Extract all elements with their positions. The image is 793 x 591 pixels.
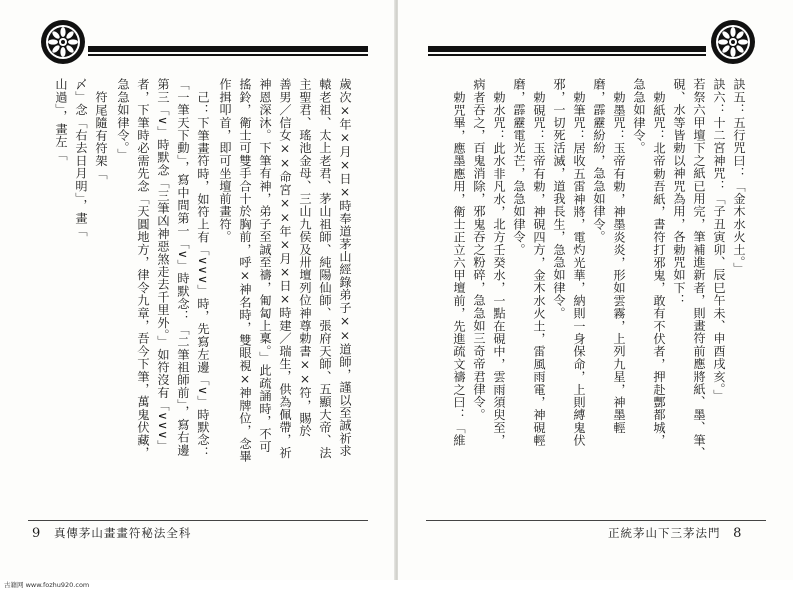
running-title: 正統茅山下三茅法門 <box>608 526 721 540</box>
text-column: 磨，霹靂電光芒，急急如律令。 <box>512 78 526 256</box>
header-rule <box>88 46 368 52</box>
text-column: 勅筆咒：居收五雷神將，電灼光華，納則一身保命，上則縛鬼伏 <box>572 91 586 447</box>
lotus-seal-icon <box>40 19 86 65</box>
text-column: 勅墨咒：玉帝有勅，神墨炎炎，形如雲霧，上列九星，神墨輕 <box>612 91 626 434</box>
text-column: 勅紙咒：北帝勅吾紙，書符打邪鬼，敢有不伏者，押赴酆都城， <box>652 91 666 447</box>
text-column: 符尾隨有符架「 <box>94 91 108 180</box>
page-number: 9 <box>32 526 42 541</box>
text-column: 訣五：五行咒曰：「金木水火土。」 <box>732 78 746 276</box>
right-page <box>398 0 793 580</box>
text-column: 轅老祖、太上老君、茅山祖師、純陽仙師、張府天師、五顯大帝、法 <box>318 78 332 459</box>
text-column: 善男／信女××命宮××年×月×日×時建／瑞生，供為佩帶，祈 <box>278 78 292 459</box>
text-column: 〆」念「右去日月明」，畫「 <box>74 78 88 237</box>
footer-rule <box>28 520 368 521</box>
site-watermark: 古籍网 www.fozhu920.com <box>4 581 90 589</box>
text-column: 神恩深沐。下筆有神，弟子至誠至禱，匍匐上稟。」此疏誦時，不可 <box>258 78 272 453</box>
text-column: 勅咒畢，應墨應用，衛士正立六甲壇前，先進疏文禱之曰：「維 <box>452 91 466 447</box>
page-number: 8 <box>733 526 743 541</box>
text-column: 勅硯咒：玉帝有勅，神硯四方，金木水火土，雷風雨電，神硯輕 <box>532 91 546 447</box>
text-column: 己：下筆畫符時，如符上有「∨∨∨」時，先寫左邊「∨」時默念： <box>196 91 210 459</box>
text-column: 急急如律令。」 <box>116 78 130 161</box>
text-column: 硯、水等皆勅以神咒為用，各勅咒如下： <box>672 78 686 307</box>
text-column: 「一筆天下動」，寫中間第一「∨」時默念：「二筆祖師前」，寫右邊 <box>176 78 190 457</box>
text-column: 搖鈴，衛士可雙手合十於胸前，呼×神名時，雙眼視×神牌位，念畢 <box>238 78 252 463</box>
text-column: 者，下筆時必需先念「天圓地方，律令九章，吾今下筆，萬鬼伏藏， <box>136 78 150 459</box>
right-page-footer <box>608 525 742 541</box>
lotus-seal-icon <box>710 19 756 65</box>
running-title: 真傳茅山畫畫符秘法全科 <box>53 526 192 540</box>
footer-rule <box>426 520 766 521</box>
header-rule-thin <box>428 54 706 56</box>
text-column: 歲次×年×月×日×時奉道茅山經錄弟子××道師，謹以至誠祈求 <box>338 78 352 458</box>
header-rule-thin <box>88 54 368 56</box>
text-column: 訣六：十二宮神咒：「子丑寅卯、辰巳午未、申酉戌亥。」 <box>712 78 726 403</box>
text-column: 急急如律令。 <box>632 78 646 155</box>
text-column: 病者吞之，百鬼消除，邪鬼吞之粉碎，急急如三奇帝君律令。 <box>472 78 486 421</box>
left-page <box>0 0 395 580</box>
text-column: 山過」，畫左「 <box>54 78 68 161</box>
text-column: 主聖君、瑤池金母、三山九侯及卅壇列位神尊勅書××符，賜於 <box>298 78 312 438</box>
header-rule <box>428 46 706 52</box>
left-page-footer <box>32 525 191 541</box>
text-column: 磨，霹靂紛紛，急急如律令。 <box>592 78 606 244</box>
text-column: 邪，一切死活滅，道我長生，急急如律令。 <box>552 78 566 320</box>
text-column: 若祭六甲壇下之紙已用完，筆補進新者，則畫符前應將紙、墨、筆、 <box>692 78 706 459</box>
text-column: 第三「∨」時默念「三筆凶神惡煞走去千里外。」如符沒有「∨∨∨」 <box>156 78 170 453</box>
text-column: 作揖叩首，即可坐壇前畫符。 <box>218 78 232 244</box>
text-column: 勅水咒：此水非凡水，北方壬癸水，一點在硯中，雲雨須臾至， <box>492 91 506 447</box>
